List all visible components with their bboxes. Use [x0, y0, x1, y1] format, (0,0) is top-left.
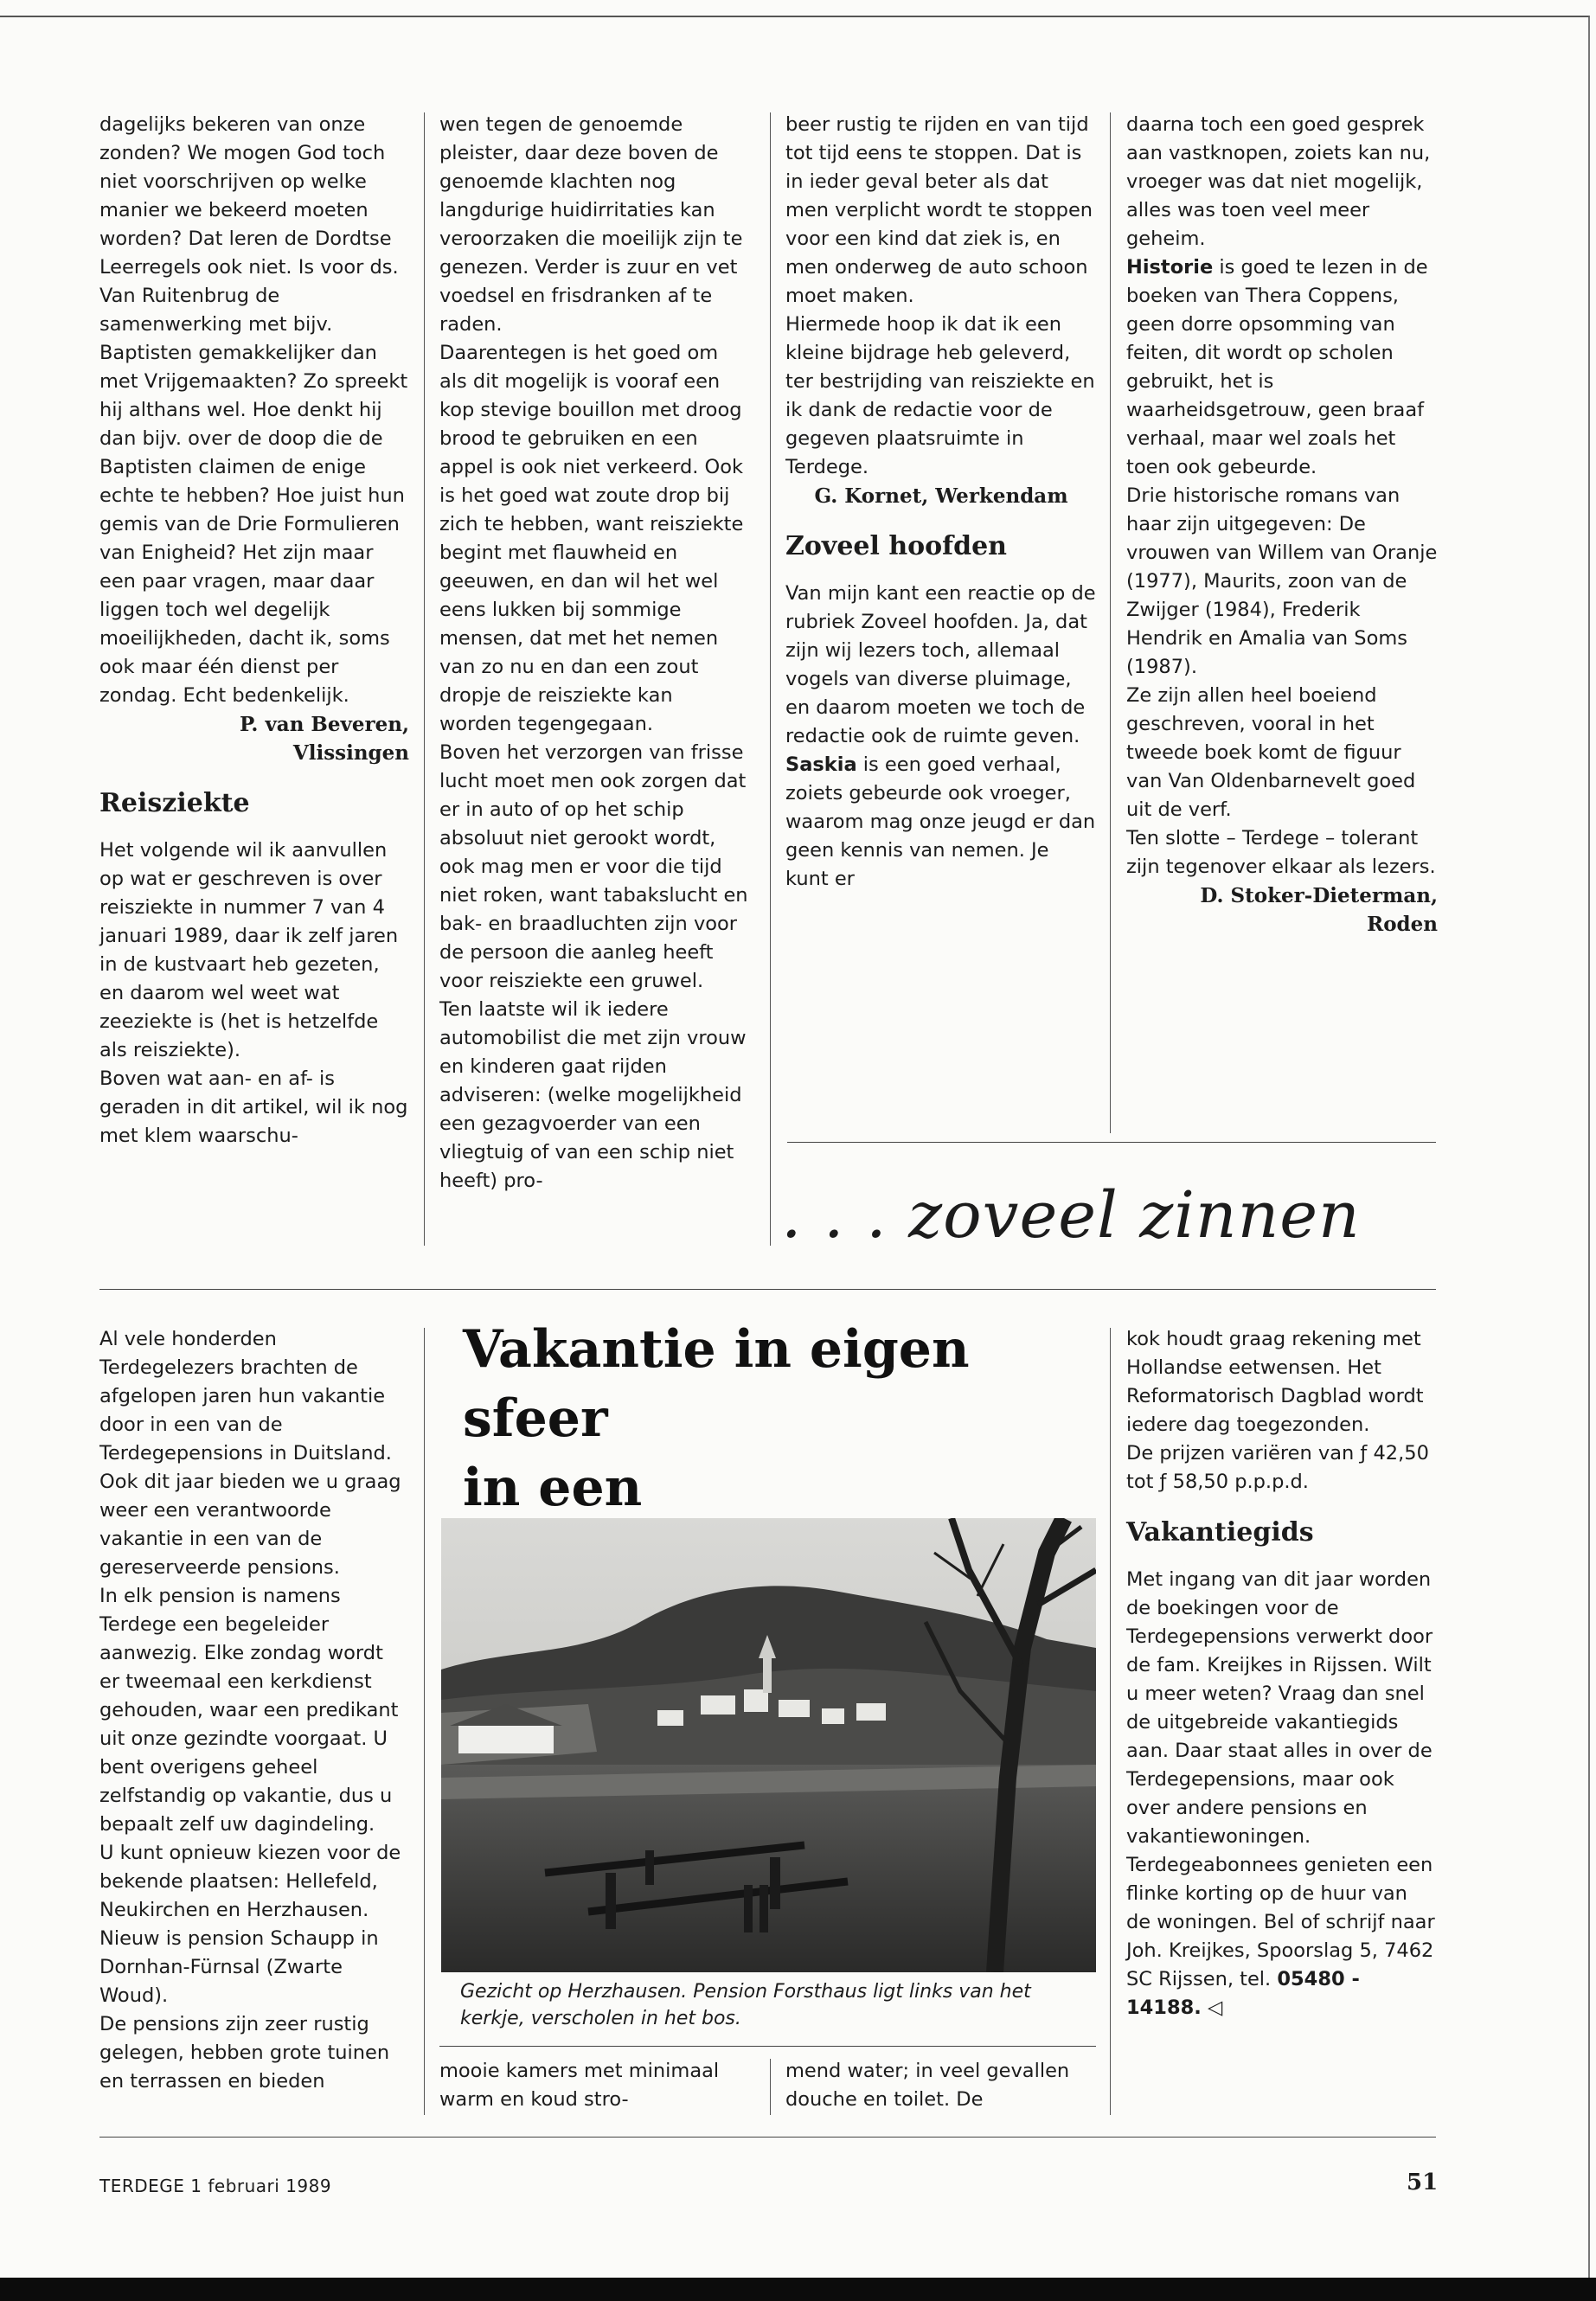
letters-column-2: [439, 111, 749, 1195]
landscape-photo-image: [441, 1518, 1096, 1972]
letter-paragraph: beer rustig te rijden en van tijd tot tijd eens te stoppen. Dat is in ieder geval beter als dat men verplicht wordt te stoppen voor een kind dat ziek is, en men onderweg de auto schoon moet maken.: [785, 113, 1093, 307]
article-column-2: [439, 2057, 749, 2114]
letters-column-4: [1126, 111, 1438, 939]
letters-column-3: [785, 111, 1097, 894]
column-divider: [424, 1328, 425, 2115]
article-paragraph: [1126, 1566, 1438, 2022]
section-tagline: . . . zoveel zinnen: [781, 1178, 1361, 1253]
letter-paragraph: Boven het verzorgen van frisse lucht moet men ook zorgen dat er in auto of op het schip absoluut niet gerookt wordt, ook mag men er voor die tijd niet roken, want tabakslucht en bak- en braadluchten zijn voor de persoon die aanleg heeft voor reisziekte een gruwel.: [439, 741, 748, 992]
page-number: 51: [1407, 2170, 1439, 2195]
article-column-3: [785, 2057, 1097, 2114]
letter-paragraph: [785, 751, 1097, 894]
article-column-1: [99, 1325, 409, 2096]
letters-column-1: [99, 111, 409, 1150]
column-divider: [770, 112, 771, 1246]
caption-rule: [439, 2046, 1096, 2047]
photo-caption: Gezicht op Herzhausen. Pension Forsthaus ligt links van het kerkje, verscholen in het bos.: [460, 1981, 1031, 2029]
column-divider: [424, 112, 425, 1246]
letter-paragraph: Daarentegen is het goed om als dit mogelijk is vooraf een kop stevige bouillon met droog brood te gebruiken en een appel is ook niet verkeerd. Ook is het goed wat zoute drop bij zich te hebben, want reisziekte begint met flauwheid en geeuwen, en dan wil het wel eens lukken bij sommige mensen, dat met het nemen van zo nu en dan een zout dropje de reisziekte kan worden tegengegaan.: [439, 342, 744, 735]
letter-paragraph: [1126, 253, 1438, 482]
section-heading-zoveel-hoofden: Zoveel hoofden: [785, 531, 1007, 561]
letter-paragraph: wen tegen de genoemde pleister, daar deze boven de genoemde klachten nog langdurige huidirritaties kan veroorzaken die moeilijk zijn te genezen. Verder is zuur en vet voedsel en frisdranken af te raden.: [439, 113, 743, 336]
letter-paragraph: Ten slotte – Terdege – tolerant zijn tegenover elkaar als lezers.: [1126, 827, 1436, 878]
letter-paragraph: Van mijn kant een reactie op de rubriek Zoveel hoofden. Ja, dat zijn wij lezers toch, allemaal vogels van diverse pluimage, en daarom moeten we toch de redactie ook de ruimte geven.: [785, 582, 1096, 747]
bold-lead-saskia: Saskia: [785, 753, 857, 776]
section-heading-reisziekte: Reisziekte: [99, 788, 250, 818]
paragraph-text: is een goed verhaal, zoiets gebeurde ook vroeger, waarom mag onze jeugd er dan geen kennis van nemen. Je kunt er: [785, 753, 1096, 890]
bold-lead-historie: Historie: [1126, 256, 1214, 279]
article-paragraph: mooie kamers met minimaal warm en koud stro-: [439, 2060, 720, 2111]
article-column-4: [1126, 1325, 1438, 2022]
article-paragraph: U kunt opnieuw kiezen voor de bekende plaatsen: Hellefeld, Neukirchen en Herzhausen. Nieuw is pension Schaupp in Dornhan-Fürnsal (Zwarte Woud).: [99, 1842, 401, 2007]
letter-paragraph: Ze zijn allen heel boeiend geschreven, vooral in het tweede boek komt de figuur van Van Oldenbarnevelt goed uit de verf.: [1126, 684, 1416, 821]
article-paragraph: mend water; in veel gevallen douche en toilet. De: [785, 2060, 1070, 2111]
column-divider: [1110, 112, 1111, 1133]
letter-byline-place: Roden: [1367, 913, 1438, 936]
headline-line: Vakantie in eigen sfeer: [463, 1319, 970, 1449]
letter-byline: G. Kornet, Werkendam: [814, 484, 1068, 508]
photo-herzhausen: [441, 1518, 1096, 1972]
letter-paragraph: Ten laatste wil ik iedere automobilist die met zijn vrouw en kinderen gaat rijden adviseren: (welke mogelijkheid een gezagvoerder van een vliegtuig of van een schip niet heeft) pro-: [439, 998, 747, 1192]
end-mark-icon: ◁: [1207, 1997, 1223, 2019]
article-paragraph: In elk pension is namens Terdege een begeleider aanwezig. Elke zondag wordt er tweemaal een kerkdienst gehouden, waar een predikant uit onze gezindte voorgaat. U bent overigens geheel zelfstandig op vakantie, dus u bepaalt zelf uw dagindeling.: [99, 1585, 399, 1836]
letter-paragraph: Boven wat aan- en af- is geraden in dit artikel, wil ik nog met klem waarschu-: [99, 1067, 408, 1147]
paragraph-text: Met ingang van dit jaar worden de boekingen voor de Terdegepensions verwerkt door de fam. Kreijkes in Rijssen. Wilt u meer weten? Vraag dan snel de uitgebreide vakantiegids aan. Daar staat alles in over de Terdegepensions, maar ook over andere pensions en vakantiewoningen. Terdegeabonnees genieten een flinke korting op de huur van de woningen. Bel of schrijf naar Joh. Kreijkes, Spoorslag 5, 7462 SC Rijssen, tel.: [1126, 1568, 1435, 1990]
phone-number: 05480 - 14188.: [1126, 1968, 1360, 2019]
article-paragraph: Al vele honderden Terdegelezers brachten de afgelopen jaren hun vakantie door in een van de Terdegepensions in Duitsland.: [99, 1328, 392, 1465]
letter-paragraph: dagelijks bekeren van onze zonden? We mogen God toch niet voorschrijven op welke manier we bekeerd moeten worden? Dat leren de Dordtse Leerregels ook niet. Is voor ds. Van Ruitenbrug de samenwerking met bijv. Baptisten gemakkelijker dan met Vrijgemaakten? Zo spreekt hij althans wel. Hoe denkt hij dan bijv. over de doop die de Baptisten claimen de enige echte te hebben? Hoe juist hun gemis van de Drie Formulieren van Enigheid? Het zijn maar een paar vragen, maar daar liggen toch wel degelijk moeilijkheden, dacht ik, soms ook maar één dienst per zondag. Echt bedenkelijk.: [99, 113, 408, 707]
letter-paragraph: Drie historische romans van haar zijn uitgegeven: De vrouwen van Willem van Oranje (1977), Maurits, zoon van de Zwijger (1984), Frederik Hendrik en Amalia van Soms (1987).: [1126, 484, 1438, 678]
footer-publication: TERDEGE 1 februari 1989: [99, 2176, 332, 2196]
tagline-rule: [787, 1142, 1436, 1143]
scan-bottom-edge: [0, 2278, 1596, 2301]
article-paragraph: Ook dit jaar bieden we u graag weer een verantwoorde vakantie in een van de gereserveerde pensions.: [99, 1471, 401, 1579]
column-divider: [770, 2059, 771, 2115]
letter-byline-name: D. Stoker-Dieterman,: [1200, 884, 1438, 907]
footer-rule: [99, 2137, 1436, 2138]
article-paragraph: De pensions zijn zeer rustig gelegen, hebben grote tuinen en terrassen en bieden: [99, 2013, 390, 2093]
column-divider: [1110, 1328, 1111, 2115]
letter-paragraph: daarna toch een goed gesprek aan vastknopen, zoiets kan nu, vroeger was dat niet mogelijk, alles was toen veel meer geheim.: [1126, 113, 1431, 250]
section-divider-rule: [99, 1289, 1436, 1290]
letter-paragraph: Hiermede hoop ik dat ik een kleine bijdrage heb geleverd, ter bestrijding van reisziekte en ik dank de redactie voor de gegeven plaatsruimte in Terdege.: [785, 313, 1095, 478]
section-heading-vakantiegids: Vakantiegids: [1126, 1517, 1314, 1548]
letter-paragraph: Het volgende wil ik aanvullen op wat er geschreven is over reisziekte in nummer 7 van 4 januari 1989, daar ik zelf jaren in de kustvaart heb gezeten, en daarom wel weet wat zeeziekte is (het is hetzelfde als reisziekte).: [99, 839, 399, 1061]
letter-byline-name: P. van Beveren,: [239, 713, 409, 736]
article-paragraph: De prijzen variëren van ƒ 42,50 tot ƒ 58,50 p.p.p.d.: [1126, 1442, 1429, 1493]
article-paragraph: kok houdt graag rekening met Hollandse eetwensen. Het Reformatorisch Dagblad wordt iedere dag toegezonden.: [1126, 1328, 1424, 1436]
headline-line: in een: [463, 1458, 643, 1518]
letter-byline-place: Vlissingen: [292, 741, 409, 765]
paragraph-text: is goed te lezen in de boeken van Thera Coppens, geen dorre opsomming van feiten, dit wordt op scholen gebruikt, het is waarheidsgetrouw, geen braaf verhaal, maar wel zoals het toen ook gebeurde.: [1126, 256, 1428, 478]
